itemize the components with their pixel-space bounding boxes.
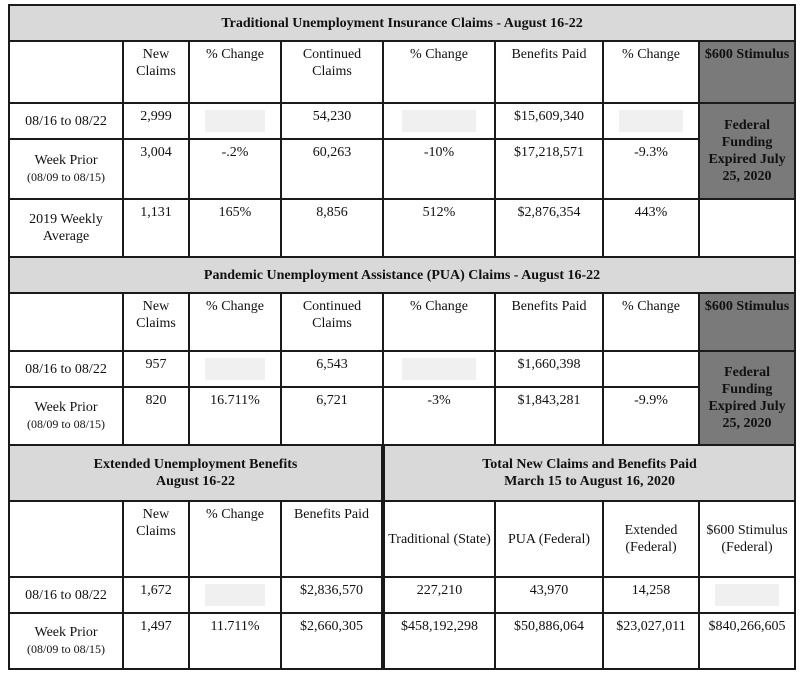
row-label-text: 08/16 to 08/22 (25, 113, 107, 129)
row-sublabel: (08/09 to 08/15) (27, 417, 105, 431)
table-cell (603, 351, 699, 387)
row-label-text: Week Prior (34, 625, 98, 640)
stimulus-header: $600 Stimulus (699, 41, 795, 103)
table-cell: 16.711% (189, 387, 281, 445)
table-cell (189, 103, 281, 139)
table-cell (189, 351, 281, 387)
blank-shade (619, 110, 682, 132)
row-label-text: Week Prior (34, 153, 98, 168)
row-label (9, 103, 123, 139)
row-label (9, 139, 123, 199)
stimulus-header: $600 Stimulus (699, 293, 795, 351)
col-header: Benefits Paid (495, 293, 603, 351)
table-cell: 8,856 (281, 199, 383, 257)
table-cell: 60,263 (281, 139, 383, 199)
claims-report (8, 4, 794, 670)
table-cell: 6,543 (281, 351, 383, 387)
table-cell: 1,131 (123, 199, 189, 257)
table-cell: 1,497 (123, 613, 189, 669)
col-header: Continued Claims (281, 293, 383, 351)
table-cell: $2,660,305 (281, 613, 383, 669)
totals-title-line1: Total New Claims and Benefits Paid (482, 457, 697, 472)
col-header: New Claims (123, 501, 189, 577)
col-header: New Claims (123, 293, 189, 351)
table-cell: -9.3% (603, 139, 699, 199)
col-header: % Change (189, 41, 281, 103)
blank-shade (205, 358, 265, 380)
row-label: 08/16 to 08/22 (9, 577, 123, 613)
col-header: % Change (189, 501, 281, 577)
col-header: Benefits Paid (495, 41, 603, 103)
col-header: % Change (603, 293, 699, 351)
table-cell: -.2% (189, 139, 281, 199)
row-sublabel: (08/09 to 08/15) (27, 170, 105, 184)
table-cell: 443% (603, 199, 699, 257)
table-cell: -3% (383, 387, 495, 445)
table-cell: $2,876,354 (495, 199, 603, 257)
totals-title (383, 445, 795, 501)
col-header: $600 Stimulus (Federal) (699, 501, 795, 577)
row-label-text: Week Prior (34, 400, 98, 415)
col-header: % Change (383, 41, 495, 103)
corner-cell (9, 501, 123, 577)
pua-title: Pandemic Unemployment Assistance (PUA) Claims - August 16-22 (9, 257, 795, 293)
table-cell (383, 351, 495, 387)
table-cell: 820 (123, 387, 189, 445)
table-cell (603, 103, 699, 139)
totals-title-line2: March 15 to August 16, 2020 (504, 474, 675, 489)
blank-shade (205, 110, 265, 132)
table-cell: -9.9% (603, 387, 699, 445)
corner-cell (9, 41, 123, 103)
table-cell (699, 199, 795, 257)
table-cell: 11.711% (189, 613, 281, 669)
table-cell: $458,192,298 (383, 613, 495, 669)
table-cell: 43,970 (495, 577, 603, 613)
table-cell: $840,266,605 (699, 613, 795, 669)
stimulus-note: Federal Funding Expired July 25, 2020 (699, 103, 795, 199)
stimulus-note: Federal Funding Expired July 25, 2020 (699, 351, 795, 445)
table-cell: 6,721 (281, 387, 383, 445)
col-header: Extended (Federal) (603, 501, 699, 577)
blank-shade (205, 584, 265, 606)
table-cell: 54,230 (281, 103, 383, 139)
claims-table (8, 4, 796, 670)
row-label: 2019 Weekly Average (9, 199, 123, 257)
row-label (9, 613, 123, 669)
table-cell: $1,843,281 (495, 387, 603, 445)
table-cell: 3,004 (123, 139, 189, 199)
table-cell (383, 103, 495, 139)
col-header: % Change (603, 41, 699, 103)
extended-title-line2: August 16-22 (156, 474, 235, 489)
corner-cell (9, 293, 123, 351)
table-cell: -10% (383, 139, 495, 199)
row-label (9, 387, 123, 445)
table-cell: 957 (123, 351, 189, 387)
col-header: % Change (383, 293, 495, 351)
col-header: New Claims (123, 41, 189, 103)
extended-title (9, 445, 383, 501)
table-cell: $15,609,340 (495, 103, 603, 139)
extended-title-line1: Extended Unemployment Benefits (93, 457, 298, 472)
row-label: 08/16 to 08/22 (9, 351, 123, 387)
table-cell (189, 577, 281, 613)
table-cell: 2,999 (123, 103, 189, 139)
col-header: Continued Claims (281, 41, 383, 103)
row-sublabel: (08/09 to 08/15) (27, 642, 105, 656)
table-cell: $1,660,398 (495, 351, 603, 387)
col-header: % Change (189, 293, 281, 351)
table-cell: $23,027,011 (603, 613, 699, 669)
blank-shade (402, 110, 477, 132)
table-cell: 227,210 (383, 577, 495, 613)
table-cell: 512% (383, 199, 495, 257)
table-cell: $2,836,570 (281, 577, 383, 613)
table-cell: $50,886,064 (495, 613, 603, 669)
blank-shade (715, 584, 778, 606)
col-header: Traditional (State) (383, 501, 495, 577)
table-cell (699, 577, 795, 613)
table-cell: 165% (189, 199, 281, 257)
blank-shade (402, 358, 477, 380)
table-cell: 1,672 (123, 577, 189, 613)
traditional-title: Traditional Unemployment Insurance Claims - August 16-22 (9, 5, 795, 41)
table-cell: $17,218,571 (495, 139, 603, 199)
col-header: PUA (Federal) (495, 501, 603, 577)
col-header: Benefits Paid (281, 501, 383, 577)
table-cell: 14,258 (603, 577, 699, 613)
